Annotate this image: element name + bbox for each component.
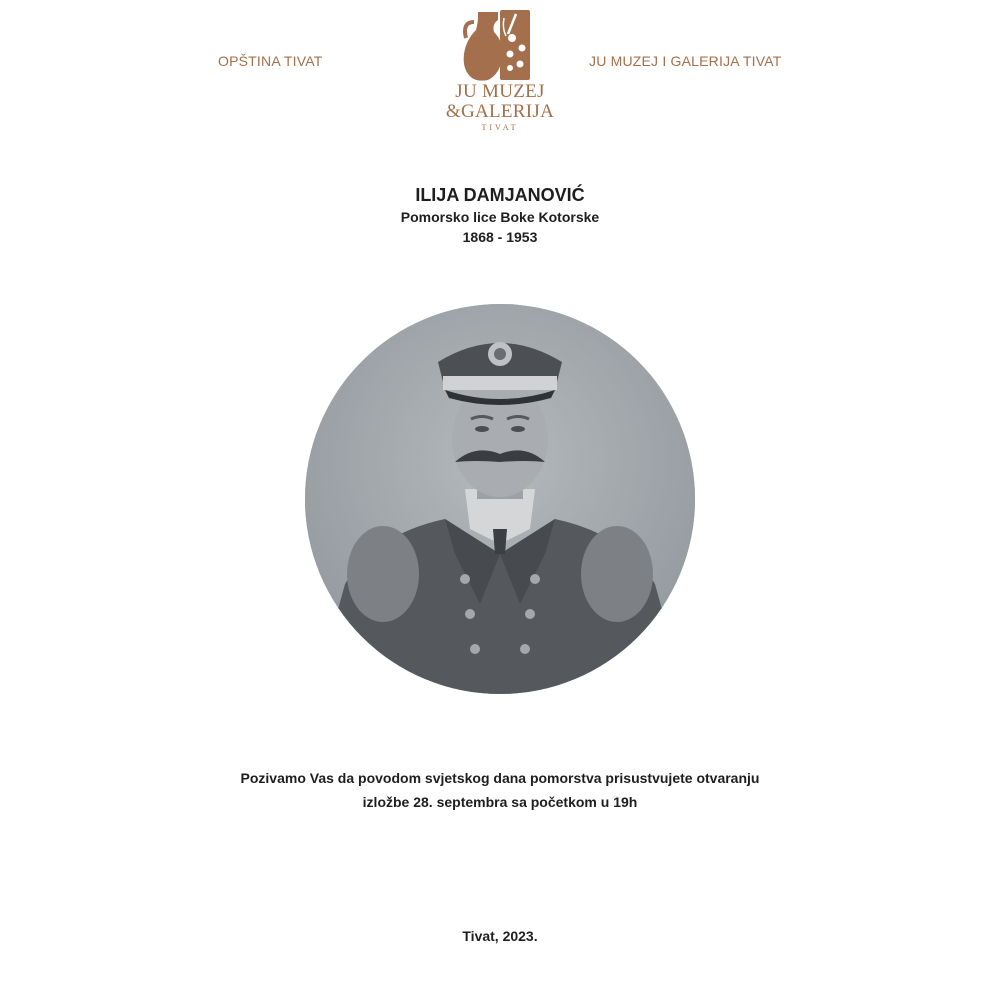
logo-text-line2: &GALERIJA [445, 101, 555, 122]
invitation-line1: Pozivamo Vas da povodom svjetskog dana pomorstva prisustvujete otvaranju [240, 770, 760, 786]
museum-name-label: JU MUZEJ I GALERIJA TIVAT [589, 53, 782, 69]
invitation-text [0, 766, 1000, 814]
vase-palette-icon [444, 8, 556, 82]
place-date-footer: Tivat, 2023. [462, 928, 538, 944]
person-name: ILIJA DAMJANOVIĆ [415, 185, 585, 205]
museum-logo [444, 8, 556, 138]
person-years: 1868 - 1953 [462, 229, 538, 245]
sea-captain-portrait [305, 304, 695, 694]
municipality-label: OPŠTINA TIVAT [218, 53, 323, 69]
logo-text-line1: JU MUZEJ [455, 81, 545, 102]
logo-text-line3: TIVAT [481, 123, 519, 132]
person-subtitle: Pomorsko lice Boke Kotorske [400, 209, 600, 225]
title-block [0, 183, 1000, 247]
invitation-line2: izložbe 28. septembra sa početkom u 19h [362, 794, 638, 810]
